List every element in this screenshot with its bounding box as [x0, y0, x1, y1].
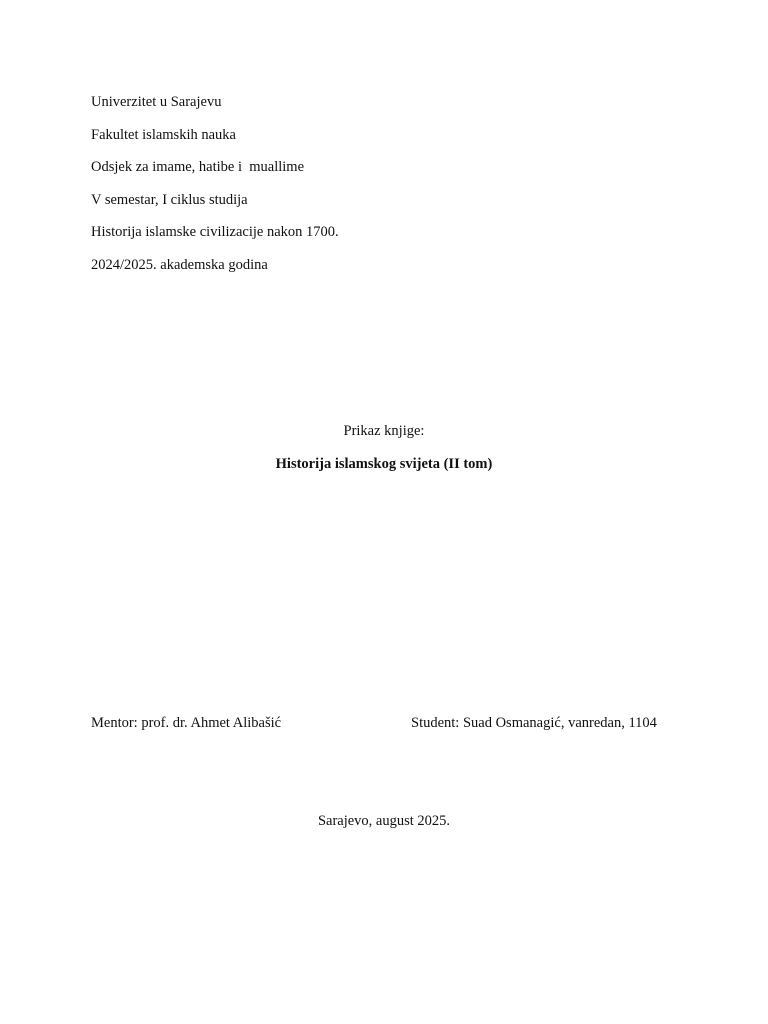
book-title: Historija islamskog svijeta (II tom) [275, 456, 493, 472]
semester-info: V semestar, I ciklus studija [91, 191, 248, 208]
institution-header [91, 92, 339, 287]
place-and-date: Sarajevo, august 2025. [317, 813, 451, 829]
university-name: Univerzitet u Sarajevu [91, 94, 222, 110]
mentor-line: Mentor: prof. dr. Ahmet Alibašić [91, 715, 282, 731]
faculty-name: Fakultet islamskih nauka [91, 126, 236, 143]
department-name: Odsjek za imame, hatibe i muallime [91, 159, 305, 175]
course-name: Historija islamske civilizacije nakon 1700. [91, 224, 339, 240]
student-line: Student: Suad Osmanagić, vanredan, 1104 [411, 715, 657, 731]
academic-year: 2024/2025. akademska godina [91, 256, 268, 273]
book-review-label: Prikaz knjige: [343, 423, 425, 439]
